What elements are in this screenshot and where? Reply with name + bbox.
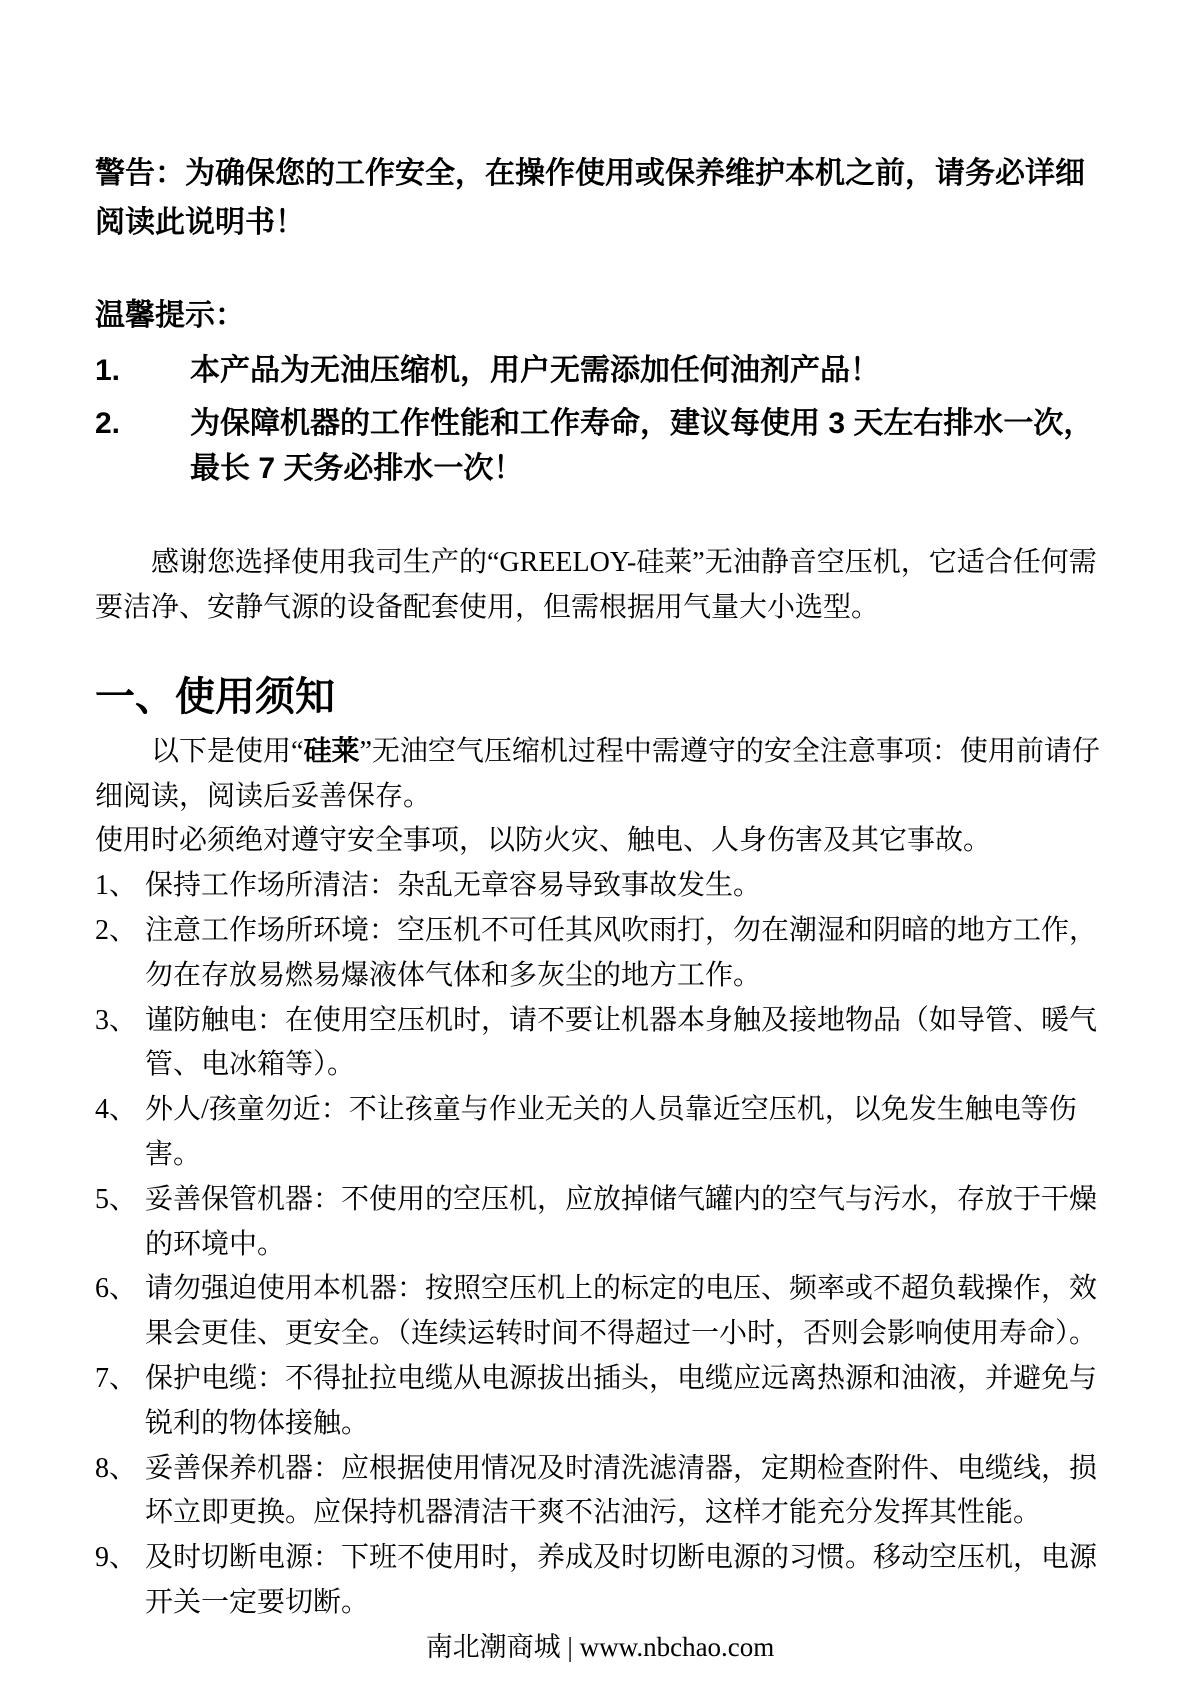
list-item-text: 请勿强迫使用本机器：按照空压机上的标定的电压、频率或不超负载操作，效果会更佳、更安全。（连续运转时间不得超过一小时，否则会影响使用寿命）。 [145, 1273, 1098, 1350]
safety-list-item [95, 1267, 1105, 1357]
list-item-number: 6、 [95, 1273, 138, 1305]
tips-title: 温馨提示： [95, 299, 245, 333]
section-lead-2: 使用时必须绝对遵守安全事项，以防火灾、触电、人身伤害及其它事故。 [95, 825, 992, 857]
intro-paragraph: 感谢您选择使用我司生产的“GREELOY-硅莱”无油静音空压机，它适合任何需要洁净、安静气源的设备配套使用，但需根据用气量大小选型。 [95, 547, 1097, 623]
list-item-number: 9、 [95, 1542, 138, 1574]
list-item-text: 谨防触电：在使用空压机时，请不要让机器本身触及接地物品（如导管、暖气管、电冰箱等）。 [145, 1004, 1098, 1081]
section-title: 一、使用须知 [95, 673, 335, 719]
lead-post: ”无油空气压缩机过程中需遵守的安全注意事项：使用前请仔细阅读，阅读后妥善保存。 [95, 735, 1100, 812]
safety-list-item [95, 1447, 1105, 1537]
list-item-number: 7、 [95, 1362, 138, 1394]
list-item-text: 妥善保管机器：不使用的空压机，应放掉储气罐内的空气与污水，存放于干燥的环境中。 [145, 1183, 1098, 1260]
tips-item-text: 本产品为无油压缩机，用户无需添加任何油剂产品！ [190, 354, 880, 388]
warning-text: 为确保您的工作安全，在操作使用或保养维护本机之前，请务必详细阅读此说明书！ [95, 157, 1085, 239]
safety-list-item [95, 1088, 1105, 1178]
safety-list-item [95, 1178, 1105, 1268]
list-item-text: 及时切断电源：下班不使用时，养成及时切断电源的习惯。移动空压机，电源开关一定要切断。 [145, 1542, 1098, 1618]
safety-list-item [95, 999, 1105, 1089]
list-item-number: 3、 [95, 1004, 138, 1036]
list-item-number: 1、 [95, 870, 138, 902]
list-item-number: 5、 [95, 1183, 138, 1215]
warning-paragraph [95, 150, 1105, 247]
tips-item [95, 401, 1105, 491]
list-item-text: 保护电缆：不得扯拉电缆从电源拔出插头，电缆应远离热源和油液，并避免与锐利的物体接触。 [145, 1362, 1098, 1439]
warning-label: 警告： [95, 157, 185, 190]
safety-list-item [95, 909, 1105, 999]
footer-watermark: 南北潮商城 | www.nbchao.com [425, 1631, 775, 1662]
safety-list-item [95, 864, 1105, 909]
safety-list-item [95, 1536, 1105, 1626]
list-item-number: 4、 [95, 1094, 138, 1126]
list-item-text: 保持工作场所清洁：杂乱无章容易导致事故发生。 [145, 870, 762, 902]
list-item-text: 妥善保养机器：应根据使用情况及时清洗滤清器，定期检查附件、电缆线，损坏立即更换。应保持机器清洁干爽不沾油污，这样才能充分发挥其性能。 [145, 1452, 1098, 1529]
safety-list [95, 864, 1105, 1626]
list-item-text: 注意工作场所环境：空压机不可任其风吹雨打，勿在潮湿和阴暗的地方工作，勿在存放易燃易爆液体气体和多灰尘的地方工作。 [145, 914, 1098, 991]
lead-brand: 硅莱 [303, 734, 360, 766]
safety-list-item [95, 1357, 1105, 1447]
tips-item-text: 为保障机器的工作性能和工作寿命，建议每使用 3 天左右排水一次，最长 7 天务必排水一次！ [190, 407, 1094, 486]
tips-item-number: 2. [95, 407, 121, 441]
list-item-number: 2、 [95, 914, 138, 946]
list-item-text: 外人/孩童勿近：不让孩童与作业无关的人员靠近空压机，以免发生触电等伤害。 [145, 1094, 1077, 1170]
tips-item-number: 1. [95, 354, 121, 388]
tips-item [95, 348, 1105, 393]
lead-pre: 以下是使用“ [151, 735, 304, 767]
section-lead [95, 729, 1105, 820]
list-item-number: 8、 [95, 1452, 138, 1484]
